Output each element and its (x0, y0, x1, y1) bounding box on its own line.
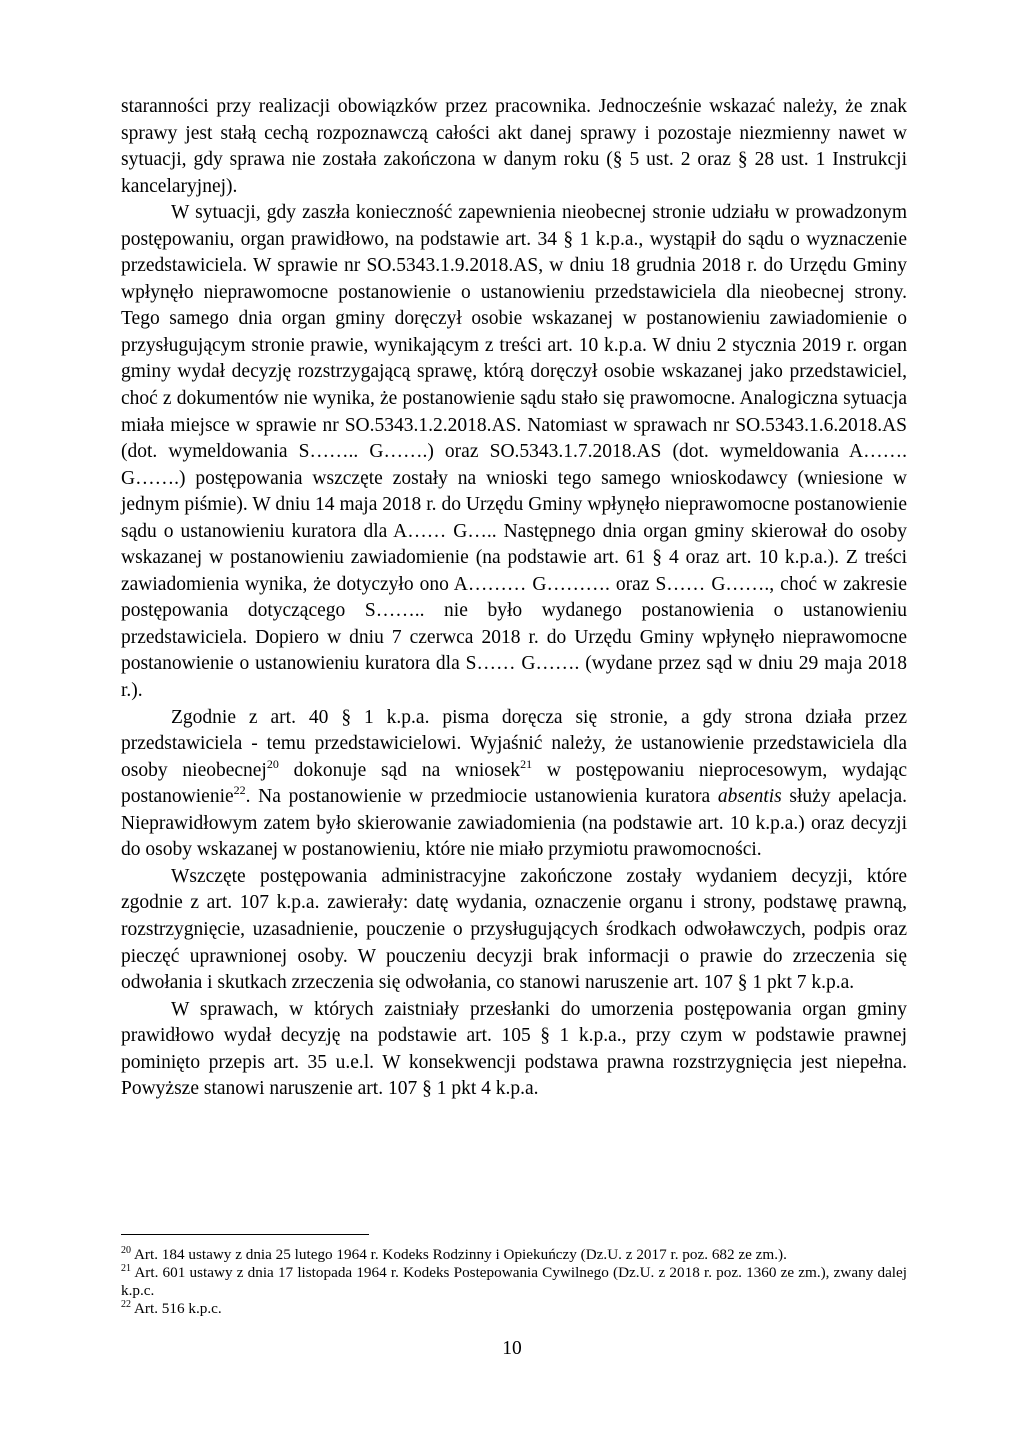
footnote-number: 20 (121, 1245, 131, 1256)
paragraph (121, 705, 907, 864)
footnote-reference: 20 (266, 756, 279, 771)
footnotes (121, 1246, 907, 1318)
page-number: 10 (502, 1338, 522, 1359)
footnote-separator (121, 1234, 369, 1235)
footnote (121, 1264, 907, 1300)
paragraph (121, 94, 907, 200)
footnote-number: 21 (121, 1263, 131, 1274)
paragraph (121, 864, 907, 997)
footnote-text: Art. 601 ustawy z dnia 17 listopada 1964 r. Kodeks Postepowania Cywilnego (Dz.U. z 2018 r. poz. 1360 ze zm.), zwany dalej k.p.c. (121, 1264, 907, 1299)
text-run: W sprawach, w których zaistniały przesłanki do umorzenia postępowania organ gminy prawidłowo wydał decyzję na podstawie art. 105 § 1 k.p.a., przy czym w podstawie prawnej pominięto przepis art. 35 u.e.l. W konsekwencji podstawa prawna rozstrzygnięcia jest niepełna. Powyższe stanowi naruszenie art. 107 § 1 pkt 4 k.p.a. (121, 998, 907, 1100)
text-run: Zgodnie z art. 40 § 1 k.p.a. pisma doręcza się stronie, a gdy strona działa przez przedstawiciela - temu przedstawicielowi. Wyjaśnić należy, że ustanowienie przedstawiciela dla osoby nieobecnej (121, 706, 907, 781)
text-run: staranności przy realizacji obowiązków przez pracownika. Jednocześnie wskazać należy, że znak sprawy jest stałą cechą rozpoznawczą całości akt danej sprawy i pozostaje niezmienny nawet w sytuacji, gdy sprawa nie została zakończona w danym roku (§ 5 ust. 2 oraz § 28 ust. 1 Instrukcji kancelaryjnej). (121, 96, 907, 197)
text-run: w postępowaniu nieprocesowym, wydając postanowienie (121, 759, 907, 808)
footnote-number: 22 (121, 1299, 131, 1310)
text-run: Wszczęte postępowania administracyjne zakończone zostały wydaniem decyzji, które zgodnie z art. 107 k.p.a. zawierały: datę wydania, oznaczenie organu i strony, podstawę prawną, rozstrzygnięcie, uzasadnienie, pouczenie o przysługujących środkach odwoławczych, podpis oraz pieczęć uprawnionej osoby. W pouczeniu decyzji brak informacji o prawie do zrzeczenia się odwołania i skutkach zrzeczenia się odwołania, co stanowi naruszenie art. 107 § 1 pkt 7 k.p.a. (121, 865, 907, 994)
text-run: W sytuacji, gdy zaszła konieczność zapewnienia nieobecnej stronie udziału w prowadzonym postępowaniu, organ prawidłowo, na podstawie art. 34 § 1 k.p.a., wystąpił do sądu o wyznaczenie przedstawiciela. W sprawie nr SO.5343.1.9.2018.AS, w dniu 18 grudnia 2018 r. do Urzędu Gminy wpłynęło nieprawomocne postanowienie o ustanowieniu przedstawiciela dla nieobecnej strony. Tego samego dnia organ gminy doręczył osobie wskazanej w postanowieniu zawiadomienie o przysługującym stronie prawie, wynikającym z treści art. 10 k.p.a. W dniu 2 stycznia 2019 r. organ gminy wydał decyzję rozstrzygającą sprawę, którą doręczył osobie wskazanej jako przedstawiciel, choć z dokumentów nie wynika, że postanowienie sądu stało się prawomocne. Analogiczna sytuacja miała miejsce w sprawie nr SO.5343.1.2.2018.AS. Natomiast w sprawach nr SO.5343.1.6.2018.AS (dot. wymeldowania S…….. G…….) oraz SO.5343.1.7.2018.AS (dot. wymeldowania A……. G…….) postępowania wszczęte zostały na wnioski tego samego wnioskodawcy (wniesione w jednym piśmie). W dniu 14 maja 2018 r. do Urzędu Gminy wpłynęło nieprawomocne postanowienie sądu o ustanowieniu kuratora dla A…… G….. Następnego dnia organ gminy skierował do osoby wskazanej w postanowieniu zawiadomienie (na podstawie art. 61 § 4 oraz art. 10 k.p.a.). Z treści zawiadomienia wynika, że dotyczyło ono A……… G………. oraz S…… G……., choć w zakresie postępowania dotyczącego S…….. nie było wydanego postanowienia o ustanowieniu przedstawiciela. Dopiero w dniu 7 czerwca 2018 r. do Urzędu Gminy wpłynęło nieprawomocne postanowienie o ustanowieniu kuratora dla S…… G……. (wydane przez sąd w dniu 29 maja 2018 r.). (121, 202, 907, 702)
footnote (121, 1300, 907, 1318)
italic-text: absentis (717, 786, 782, 808)
footnote-reference: 21 (520, 756, 533, 771)
footnote (121, 1246, 907, 1264)
footnote-text: Art. 184 ustawy z dnia 25 lutego 1964 r. Kodeks Rodzinny i Opiekuńczy (Dz.U. z 2017 r. poz. 682 ze zm.). (131, 1246, 787, 1263)
footnote-text: Art. 516 k.p.c. (131, 1300, 222, 1317)
paragraph (121, 997, 907, 1103)
text-run: służy apelacja. Nieprawidłowym zatem było skierowanie zawiadomienia (na podstawie art. 10 k.p.a.) oraz decyzji do osoby wskazanej w postanowieniu, które nie miało przymiotu prawomocności. (121, 786, 907, 861)
text-run: dokonuje sąd na wniosek (278, 759, 521, 781)
body-text (121, 94, 907, 1103)
text-run: . Na postanowienie w przedmiocie ustanowienia kuratora (245, 786, 718, 808)
footnote-reference: 22 (233, 783, 246, 798)
paragraph (121, 200, 907, 704)
